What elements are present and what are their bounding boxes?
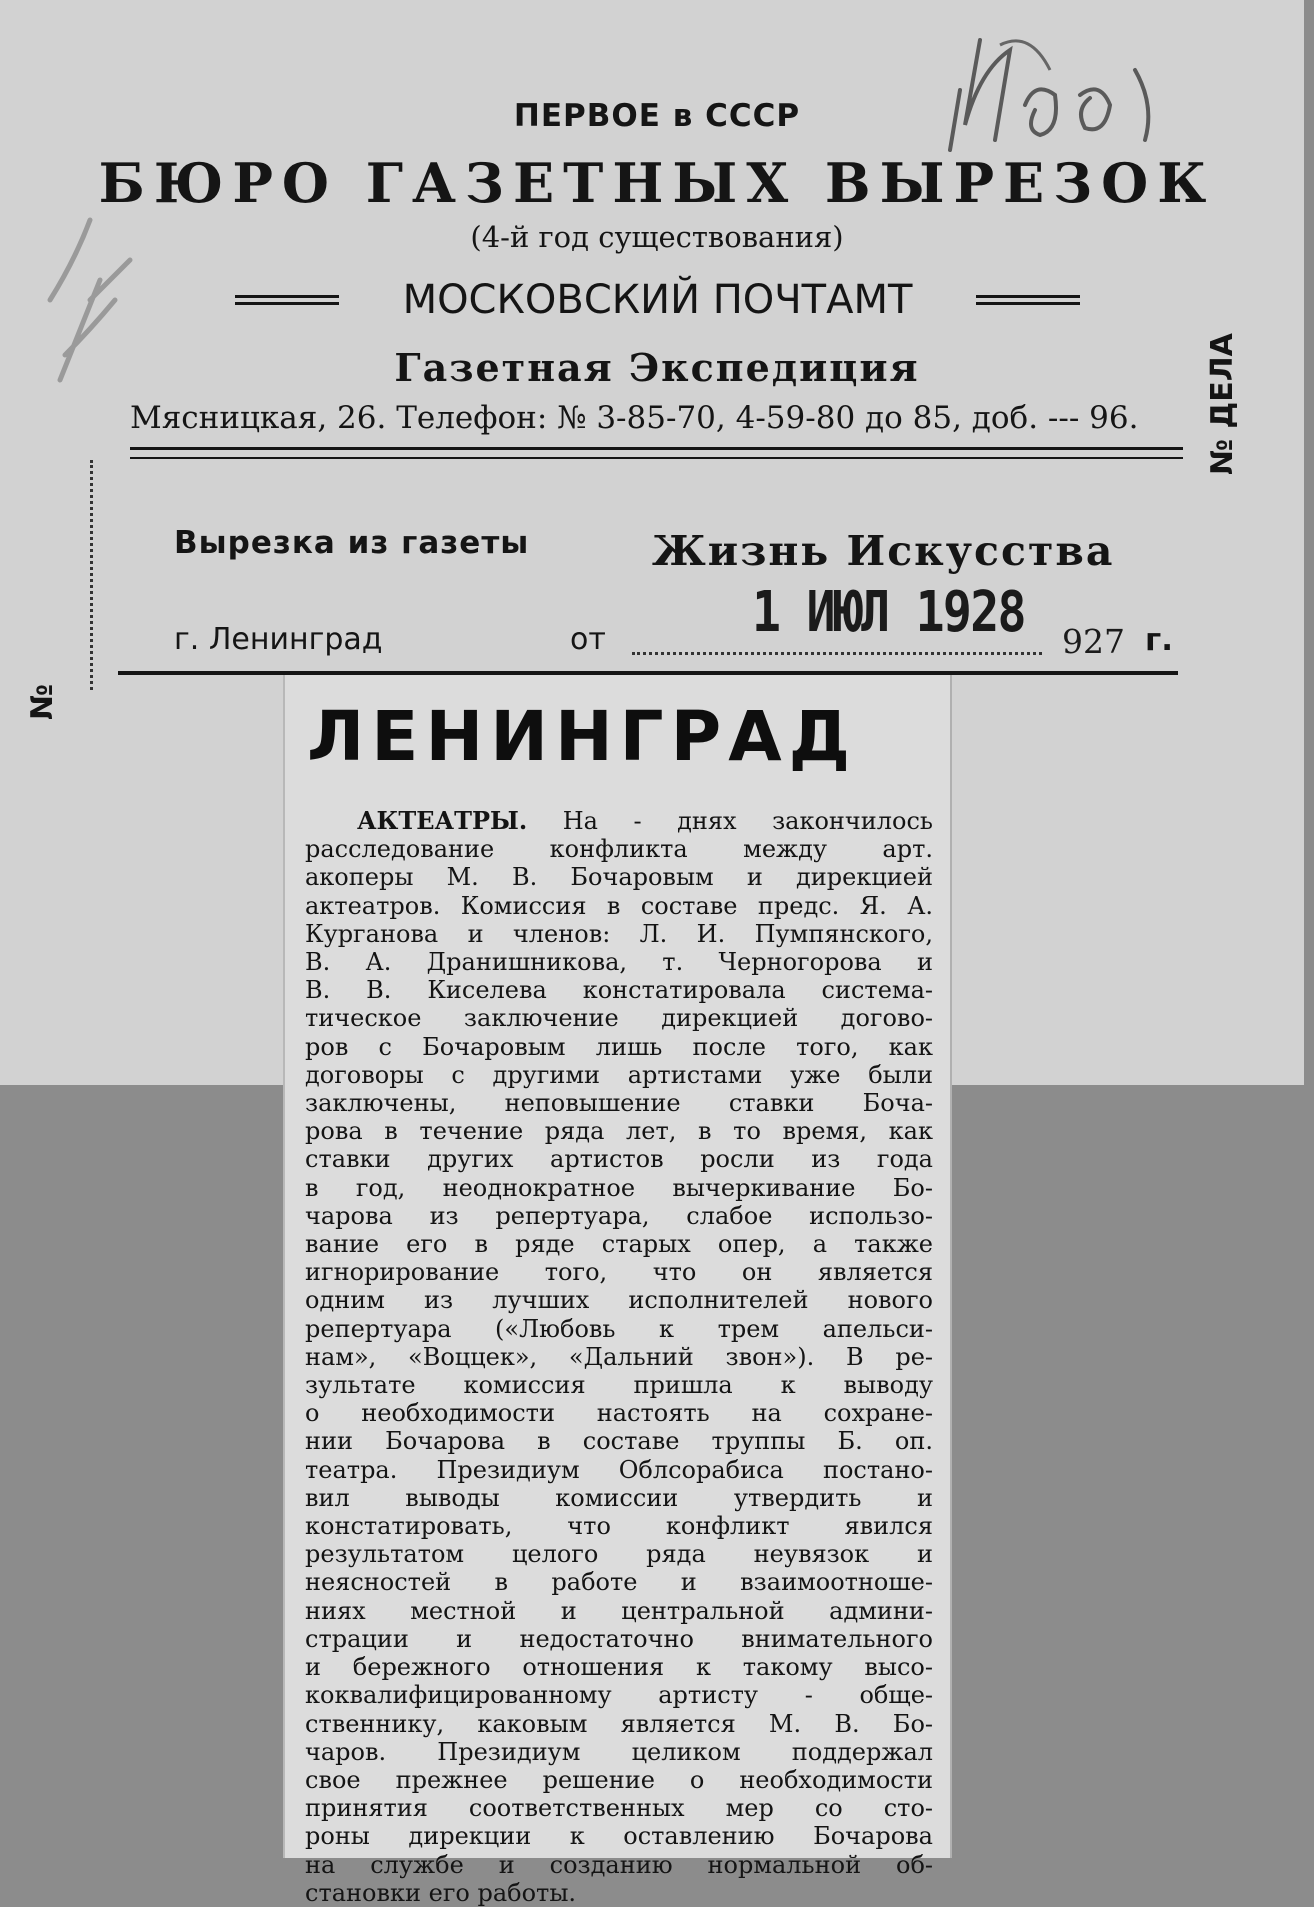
printed-year: 927	[1062, 622, 1125, 661]
article-line: коквалифицированному артисту - обще-	[305, 1681, 933, 1710]
article-line: вание его в ряде старых опер, а также	[305, 1230, 933, 1259]
date-dotted-line	[632, 652, 1042, 655]
article-line: неясностей в работе и взаимоотноше-	[305, 1568, 933, 1597]
bureau-title: БЮРО ГАЗЕТНЫХ ВЫРЕЗОК	[98, 151, 1216, 215]
expedition-title: Газетная Экспедиция	[394, 345, 920, 390]
article-lead: АКТЕАТРЫ.	[357, 807, 528, 835]
post-office-title: МОСКОВСКИЙ ПОЧТАМТ	[402, 277, 913, 323]
article-line: Курганова и членов: Л. И. Пумпянского,	[305, 919, 933, 948]
article-line: рова в течение ряда лет, в то время, как	[305, 1117, 933, 1146]
article-line: ственнику, каковым является М. В. Бо-	[305, 1709, 933, 1738]
article-heading: ЛЕНИНГРАД	[307, 697, 858, 777]
left-number-field	[25, 460, 100, 720]
divider	[235, 295, 339, 305]
article-line: нии Бочарова в составе труппы Б. оп.	[305, 1427, 933, 1456]
date-from-label: от	[570, 622, 606, 657]
article-line: зультате комиссия пришла к выводу	[305, 1371, 933, 1400]
article-line: чарова из репертуара, слабое использо-	[305, 1201, 933, 1230]
case-number-field	[1205, 285, 1251, 475]
article-line: констатировать, что конфликт явился	[305, 1512, 933, 1541]
header-first-line: ПЕРВОЕ в СССР	[513, 98, 801, 134]
article-line: В. А. Дранишникова, т. Черногорова и	[305, 948, 933, 977]
year-suffix: г.	[1145, 622, 1173, 658]
article-line: чаров. Президиум целиком поддержал	[305, 1737, 933, 1766]
number-label: №	[25, 683, 60, 720]
article-line: нам», «Воццек», «Дальний звон»). В ре-	[305, 1342, 933, 1371]
divider	[976, 295, 1080, 305]
article-line: ставки других артистов росли из года	[305, 1145, 933, 1174]
article-line: актеатров. Комиссия в составе предс. Я. А.	[305, 891, 933, 920]
article-line: заключены, неповышение ставки Бочa-	[305, 1089, 933, 1118]
article-line: о необходимости настоять на сохране-	[305, 1399, 933, 1428]
article-line: ров с Бочаровым лишь после того, как	[305, 1032, 933, 1061]
article-line: страции и недостаточно внимательного	[305, 1624, 933, 1653]
divider	[130, 447, 1183, 450]
clipping-from-label: Вырезка из газеты	[174, 525, 530, 561]
post-office-row	[235, 277, 1080, 329]
article-line: вил выводы комиссии утвердить и	[305, 1483, 933, 1512]
article-line: АКТЕАТРЫ. На - днях закончилось	[357, 807, 933, 835]
divider	[130, 457, 1183, 459]
number-dotted-line	[90, 460, 93, 690]
article-body	[305, 807, 933, 1907]
article-line: становки его работы.	[305, 1878, 577, 1907]
newspaper-clipping	[283, 675, 952, 1907]
article-line: В. В. Киселева констатировала системa-	[305, 976, 933, 1005]
article-line: репертуара («Любовь к трем апельси-	[305, 1314, 933, 1343]
article-line: договоры с другими артистами уже были	[305, 1060, 933, 1089]
article-line: расследование конфликта между арт.	[305, 835, 933, 864]
article-line: результатом целого ряда неувязок и	[305, 1540, 933, 1569]
article-line: игнорирование того, что он является	[305, 1258, 933, 1287]
article-line: роны дирекции к оставлению Бочарова	[305, 1822, 933, 1851]
article-line: принятия соответственных мер со сто-	[305, 1794, 933, 1823]
article-line: в год, неоднократное вычеркивание Бо-	[305, 1173, 933, 1202]
article-line: на службе и созданию нормальной об-	[305, 1850, 933, 1879]
bureau-years: (4-й год существования)	[470, 220, 844, 254]
article-line: акоперы М. В. Бочаровым и дирекцией	[305, 863, 933, 892]
address-line: Мясницкая, 26. Телефон: № 3-85-70, 4-59-80 до 85, доб. --- 96.	[130, 400, 1139, 436]
article-line: театра. Президиум Облсорабиса постано-	[305, 1455, 933, 1484]
article-line: одним из лучших исполнителей нового	[305, 1286, 933, 1315]
article-line: ниях местной и центральной админи-	[305, 1596, 933, 1625]
city-label: г. Ленинград	[174, 622, 383, 657]
newspaper-name: Жизнь Искусства	[652, 527, 1115, 575]
case-number-label: № ДЕЛА	[1205, 333, 1240, 475]
article-line: и бережного отношения к такому высо-	[305, 1653, 933, 1682]
article-line: тическое заключение дирекцией догово-	[305, 1004, 933, 1033]
date-stamp: 1 ИЮЛ 1928	[752, 580, 1025, 645]
article-line: свое прежнее решение о необходимости	[305, 1765, 933, 1794]
